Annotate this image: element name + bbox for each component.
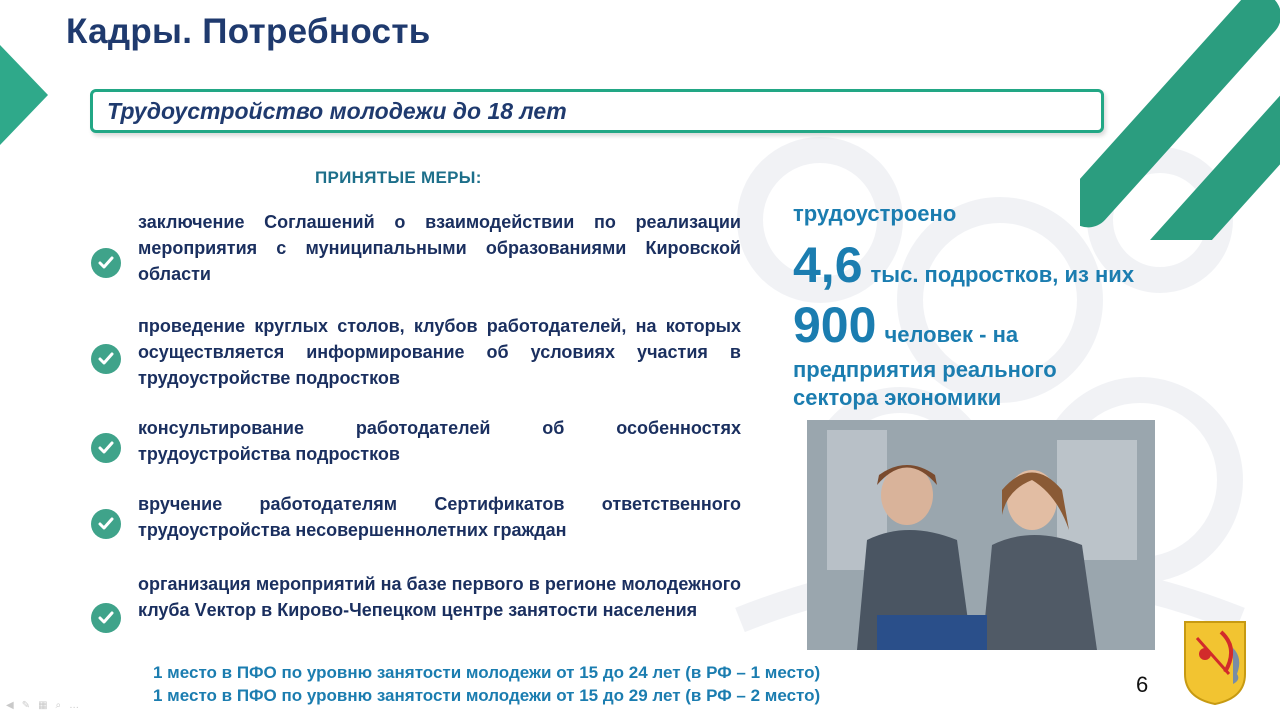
real-sector-value: 900 [793, 297, 877, 353]
real-sector-unit: человек - на [884, 322, 1019, 347]
pen-icon[interactable]: ✎ [21, 700, 31, 711]
check-circle-icon [91, 433, 121, 463]
left-accent-triangle [0, 45, 48, 145]
measures-heading: ПРИНЯТЫЕ МЕРЫ: [315, 168, 482, 187]
subtitle-box [90, 89, 1104, 133]
measure-item: вручение работодателям Сертификатов ответственного трудоустройства несовершеннолетних граждан [138, 494, 741, 540]
slides-icon[interactable]: ▦ [38, 700, 48, 711]
workers-photo [807, 420, 1155, 650]
real-sector-line [793, 297, 1019, 353]
measure-item: заключение Соглашений о взаимодействии по реализации мероприятия с муниципальными образованиями Кировской области [138, 212, 741, 284]
check-circle-icon [91, 603, 121, 633]
slideshow-toolbar[interactable] [6, 700, 79, 711]
zoom-icon[interactable]: ⌕ [55, 700, 62, 711]
real-sector-line1: предприятия реального [793, 357, 1057, 382]
measure-item: консультирование работодателей об особенностях трудоустройства подростков [138, 418, 741, 464]
total-employed-line [793, 237, 1135, 293]
page-number: 6 [1136, 672, 1149, 697]
prev-slide-icon[interactable]: ◀ [6, 700, 14, 711]
kirov-emblem-icon [1181, 618, 1249, 706]
slide-title: Кадры. Потребность [66, 12, 431, 51]
real-sector-line2: сектора экономики [793, 385, 1002, 410]
total-employed-unit: тыс. подростков, из них [870, 262, 1135, 287]
employed-label: трудоустроено [793, 201, 957, 226]
check-circle-icon [91, 509, 121, 539]
check-circle-icon [91, 248, 121, 278]
total-employed-value: 4,6 [793, 237, 863, 293]
ranking-line: 1 место в ПФО по уровню занятости молодежи от 15 до 29 лет (в РФ – 2 место) [153, 686, 821, 705]
ranking-line: 1 место в ПФО по уровню занятости молодежи от 15 до 24 лет (в РФ – 1 место) [153, 663, 821, 682]
measure-item: организация мероприятий на базе первого в регионе молодежного клуба Vектор в Кирово-Чепецком центре занятости населения [138, 574, 741, 620]
check-circle-icon [91, 344, 121, 374]
subtitle-text: Трудоустройство молодежи до 18 лет [107, 97, 567, 124]
measure-item: проведение круглых столов, клубов работодателей, на которых осуществляется информирование об условиях участия в трудоустройстве подростков [138, 316, 741, 388]
decorative-stripes [1080, 0, 1280, 240]
more-icon[interactable]: … [69, 700, 80, 711]
